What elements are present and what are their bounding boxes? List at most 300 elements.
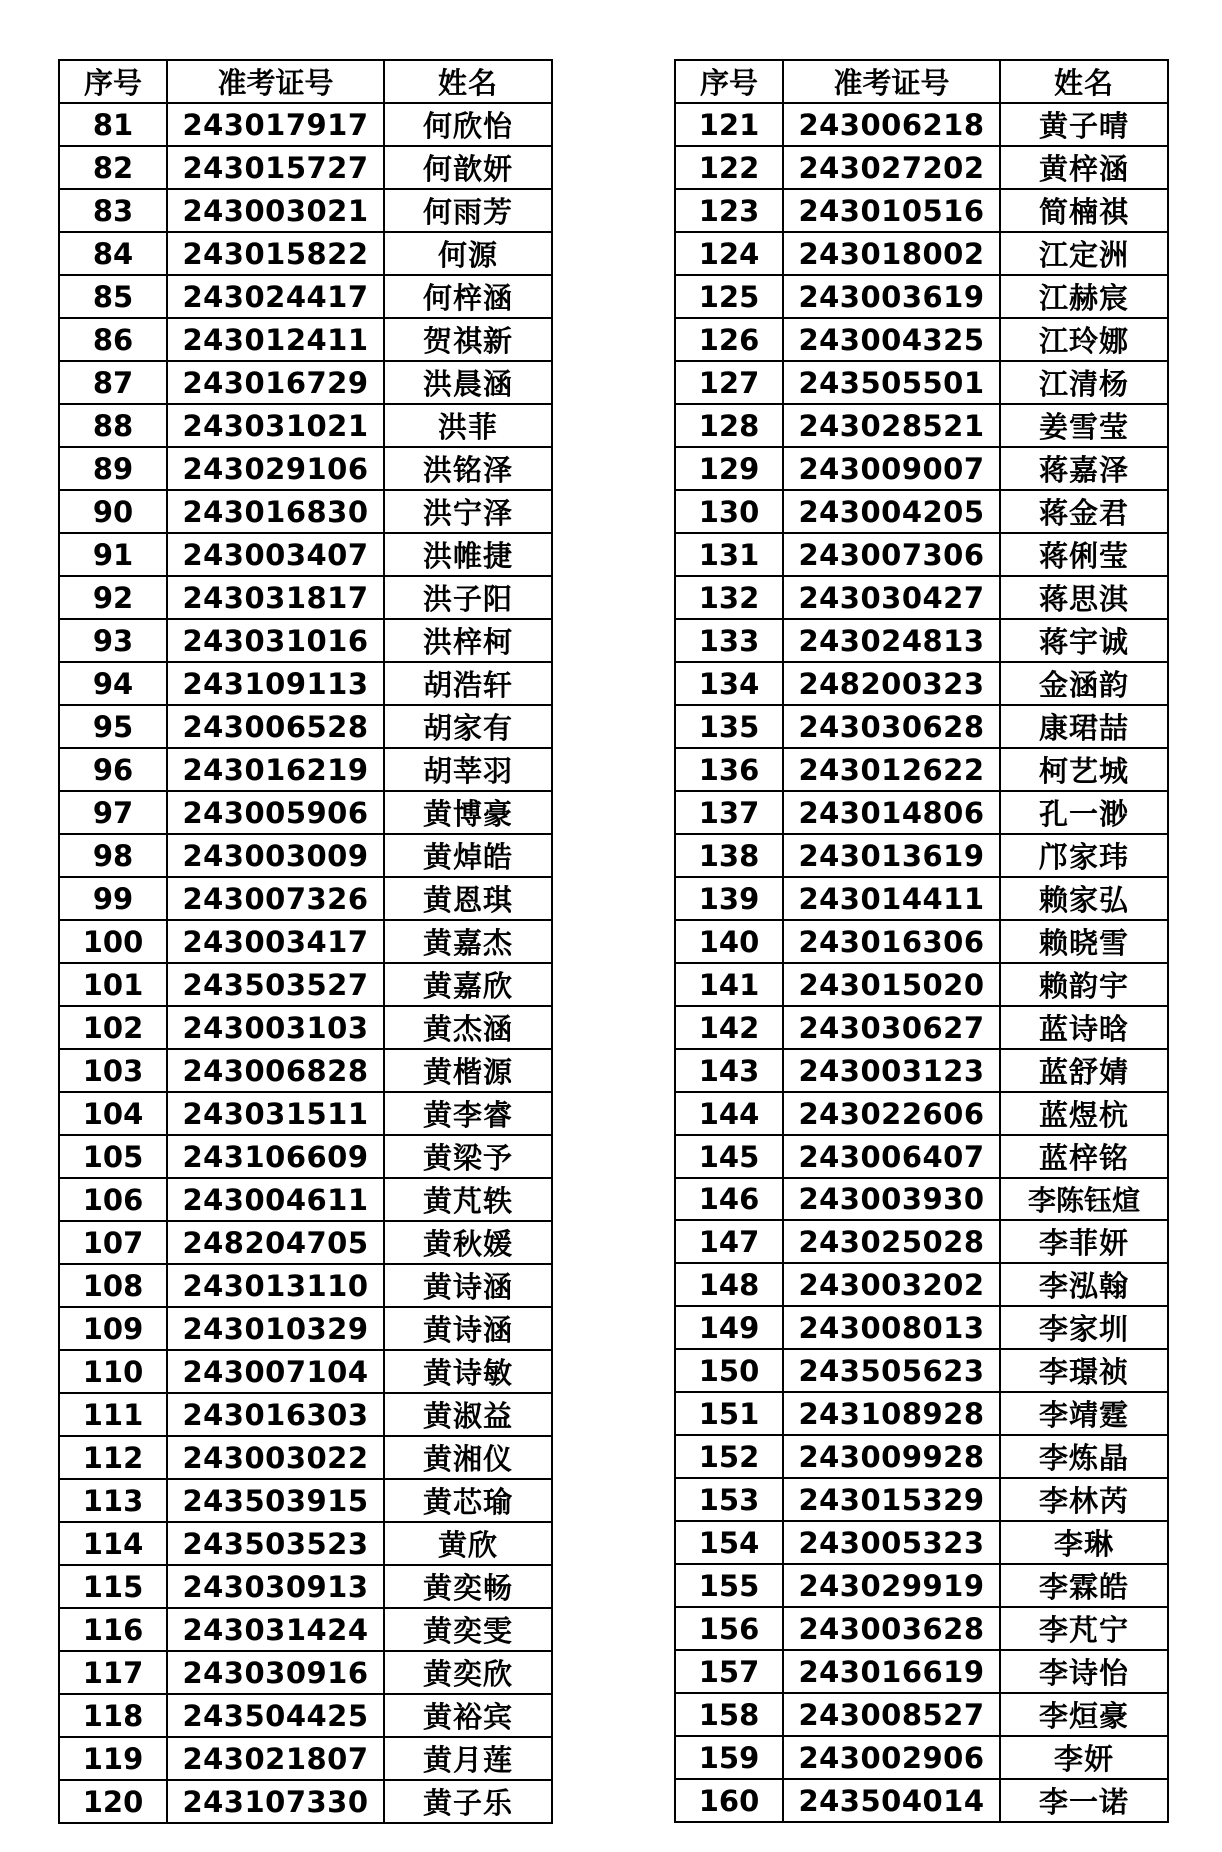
- cell-index: 83: [59, 189, 167, 232]
- cell-index: 82: [59, 146, 167, 189]
- cell-name: 李琳: [1000, 1521, 1168, 1564]
- cell-name: 何欣怡: [384, 103, 552, 146]
- header-row: [59, 60, 552, 103]
- cell-ticket: 243025028: [783, 1220, 1000, 1263]
- header-name: 姓名: [384, 60, 552, 103]
- table-row: [675, 877, 1168, 920]
- table-row: [59, 1092, 552, 1135]
- table-row: [675, 791, 1168, 834]
- cell-name: 姜雪莹: [1000, 404, 1168, 447]
- cell-index: 132: [675, 576, 783, 619]
- header-name: 姓名: [1000, 60, 1168, 103]
- cell-ticket: 243503527: [167, 963, 384, 1006]
- cell-name: 蒋俐莹: [1000, 533, 1168, 576]
- cell-index: 104: [59, 1092, 167, 1135]
- cell-ticket: 243003407: [167, 533, 384, 576]
- cell-index: 112: [59, 1436, 167, 1479]
- table-row: [675, 1220, 1168, 1263]
- cell-ticket: 243109113: [167, 662, 384, 705]
- cell-ticket: 243004611: [167, 1178, 384, 1221]
- cell-index: 91: [59, 533, 167, 576]
- cell-index: 84: [59, 232, 167, 275]
- cell-ticket: 243007326: [167, 877, 384, 920]
- cell-ticket: 243005323: [783, 1521, 1000, 1564]
- cell-ticket: 243030916: [167, 1651, 384, 1694]
- cell-ticket: 243009928: [783, 1435, 1000, 1478]
- cell-index: 81: [59, 103, 167, 146]
- cell-name: 黄焯皓: [384, 834, 552, 877]
- cell-ticket: 243006828: [167, 1049, 384, 1092]
- table-row: [675, 1650, 1168, 1693]
- cell-name: 洪菲: [384, 404, 552, 447]
- cell-index: 131: [675, 533, 783, 576]
- cell-name: 何雨芳: [384, 189, 552, 232]
- cell-ticket: 243021807: [167, 1737, 384, 1780]
- roster-table-right: [674, 59, 1169, 1823]
- table-row: [675, 146, 1168, 189]
- cell-index: 108: [59, 1264, 167, 1307]
- header-index: 序号: [59, 60, 167, 103]
- cell-ticket: 243009007: [783, 447, 1000, 490]
- cell-index: 92: [59, 576, 167, 619]
- table-row: [675, 447, 1168, 490]
- cell-name: 胡莘羽: [384, 748, 552, 791]
- cell-ticket: 243004205: [783, 490, 1000, 533]
- table-row: [59, 232, 552, 275]
- cell-ticket: 243505623: [783, 1349, 1000, 1392]
- cell-ticket: 243003123: [783, 1049, 1000, 1092]
- cell-name: 黄欣: [384, 1522, 552, 1565]
- table-row: [675, 1607, 1168, 1650]
- cell-ticket: 248200323: [783, 662, 1000, 705]
- cell-name: 李靖霆: [1000, 1392, 1168, 1435]
- cell-name: 李芃宁: [1000, 1607, 1168, 1650]
- cell-index: 153: [675, 1478, 783, 1521]
- table-row: [59, 1350, 552, 1393]
- cell-index: 107: [59, 1221, 167, 1264]
- cell-name: 江清杨: [1000, 361, 1168, 404]
- cell-ticket: 243029919: [783, 1564, 1000, 1607]
- table-row: [675, 662, 1168, 705]
- cell-ticket: 243030913: [167, 1565, 384, 1608]
- cell-ticket: 243003202: [783, 1263, 1000, 1306]
- header-ticket: 准考证号: [167, 60, 384, 103]
- cell-ticket: 243029106: [167, 447, 384, 490]
- cell-ticket: 243505501: [783, 361, 1000, 404]
- table-row: [59, 1565, 552, 1608]
- cell-ticket: 243007306: [783, 533, 1000, 576]
- cell-ticket: 243006528: [167, 705, 384, 748]
- cell-name: 黄子乐: [384, 1780, 552, 1823]
- cell-index: 135: [675, 705, 783, 748]
- cell-name: 黄诗涵: [384, 1264, 552, 1307]
- cell-name: 洪铭泽: [384, 447, 552, 490]
- cell-index: 160: [675, 1779, 783, 1822]
- table-row: [59, 275, 552, 318]
- cell-index: 152: [675, 1435, 783, 1478]
- cell-ticket: 243003021: [167, 189, 384, 232]
- cell-index: 139: [675, 877, 783, 920]
- header-ticket: 准考证号: [783, 60, 1000, 103]
- table-row: [675, 1564, 1168, 1607]
- table-row: [59, 361, 552, 404]
- cell-name: 蒋金君: [1000, 490, 1168, 533]
- header-index: 序号: [675, 60, 783, 103]
- cell-ticket: 243017917: [167, 103, 384, 146]
- table-row: [59, 1178, 552, 1221]
- cell-ticket: 243014411: [783, 877, 1000, 920]
- cell-ticket: 243031424: [167, 1608, 384, 1651]
- header-row: [675, 60, 1168, 103]
- cell-ticket: 243503523: [167, 1522, 384, 1565]
- table-row: [59, 576, 552, 619]
- table-row: [675, 275, 1168, 318]
- cell-name: 洪帷捷: [384, 533, 552, 576]
- cell-index: 155: [675, 1564, 783, 1607]
- cell-index: 127: [675, 361, 783, 404]
- cell-name: 黄杰涵: [384, 1006, 552, 1049]
- cell-name: 何源: [384, 232, 552, 275]
- cell-ticket: 243010329: [167, 1307, 384, 1350]
- cell-ticket: 243006407: [783, 1135, 1000, 1178]
- cell-index: 95: [59, 705, 167, 748]
- cell-ticket: 243028521: [783, 404, 1000, 447]
- cell-index: 89: [59, 447, 167, 490]
- table-row: [675, 1006, 1168, 1049]
- cell-index: 105: [59, 1135, 167, 1178]
- table-row: [59, 1264, 552, 1307]
- table-row: [59, 533, 552, 576]
- cell-index: 156: [675, 1607, 783, 1650]
- cell-name: 李烜豪: [1000, 1693, 1168, 1736]
- cell-ticket: 243012622: [783, 748, 1000, 791]
- cell-ticket: 243504014: [783, 1779, 1000, 1822]
- table-row: [675, 189, 1168, 232]
- cell-ticket: 243016830: [167, 490, 384, 533]
- cell-index: 93: [59, 619, 167, 662]
- cell-ticket: 243015020: [783, 963, 1000, 1006]
- cell-ticket: 243031511: [167, 1092, 384, 1135]
- cell-name: 蓝诗晗: [1000, 1006, 1168, 1049]
- cell-ticket: 243004325: [783, 318, 1000, 361]
- table-row: [675, 1306, 1168, 1349]
- cell-ticket: 243003103: [167, 1006, 384, 1049]
- table-row: [59, 834, 552, 877]
- table-row: [675, 533, 1168, 576]
- cell-index: 115: [59, 1565, 167, 1608]
- cell-name: 黄秋媛: [384, 1221, 552, 1264]
- table-row: [59, 189, 552, 232]
- table-row: [59, 1608, 552, 1651]
- table-row: [675, 1263, 1168, 1306]
- table-row: [59, 1651, 552, 1694]
- table-row: [59, 1436, 552, 1479]
- cell-ticket: 243015329: [783, 1478, 1000, 1521]
- cell-ticket: 243108928: [783, 1392, 1000, 1435]
- cell-index: 158: [675, 1693, 783, 1736]
- cell-ticket: 243107330: [167, 1780, 384, 1823]
- table-row: [59, 1522, 552, 1565]
- cell-name: 黄奕雯: [384, 1608, 552, 1651]
- cell-name: 李陈钰煊: [1000, 1178, 1168, 1220]
- cell-index: 138: [675, 834, 783, 877]
- table-row: [59, 1006, 552, 1049]
- cell-name: 黄博豪: [384, 791, 552, 834]
- cell-index: 96: [59, 748, 167, 791]
- cell-index: 122: [675, 146, 783, 189]
- cell-name: 黄李睿: [384, 1092, 552, 1135]
- cell-ticket: 243003009: [167, 834, 384, 877]
- cell-index: 120: [59, 1780, 167, 1823]
- table-row: [59, 318, 552, 361]
- cell-index: 114: [59, 1522, 167, 1565]
- cell-name: 黄裕宾: [384, 1694, 552, 1737]
- table-row: [675, 1779, 1168, 1822]
- table-row: [675, 1521, 1168, 1564]
- table-row: [675, 963, 1168, 1006]
- cell-ticket: 243031817: [167, 576, 384, 619]
- cell-name: 蒋宇诚: [1000, 619, 1168, 662]
- cell-ticket: 243031021: [167, 404, 384, 447]
- table-row: [675, 103, 1168, 146]
- cell-index: 159: [675, 1736, 783, 1779]
- cell-ticket: 243504425: [167, 1694, 384, 1737]
- table-row: [675, 404, 1168, 447]
- table-row: [675, 361, 1168, 404]
- table-row: [59, 1135, 552, 1178]
- cell-index: 143: [675, 1049, 783, 1092]
- cell-index: 134: [675, 662, 783, 705]
- cell-name: 邝家玮: [1000, 834, 1168, 877]
- cell-name: 黄湘仪: [384, 1436, 552, 1479]
- table-row: [675, 576, 1168, 619]
- table-row: [675, 1349, 1168, 1392]
- cell-index: 126: [675, 318, 783, 361]
- table-row: [59, 877, 552, 920]
- cell-name: 康珺喆: [1000, 705, 1168, 748]
- cell-ticket: 243016306: [783, 920, 1000, 963]
- cell-index: 124: [675, 232, 783, 275]
- cell-ticket: 243024813: [783, 619, 1000, 662]
- cell-name: 黄芃轶: [384, 1178, 552, 1221]
- cell-ticket: 243027202: [783, 146, 1000, 189]
- table-row: [59, 447, 552, 490]
- table-row: [675, 748, 1168, 791]
- cell-index: 147: [675, 1220, 783, 1263]
- cell-ticket: 243006218: [783, 103, 1000, 146]
- cell-name: 赖晓雪: [1000, 920, 1168, 963]
- table-row: [59, 1049, 552, 1092]
- cell-index: 103: [59, 1049, 167, 1092]
- cell-name: 贺祺新: [384, 318, 552, 361]
- cell-ticket: 243010516: [783, 189, 1000, 232]
- table-row: [675, 490, 1168, 533]
- cell-index: 97: [59, 791, 167, 834]
- cell-index: 101: [59, 963, 167, 1006]
- cell-ticket: 243016219: [167, 748, 384, 791]
- cell-name: 黄诗敏: [384, 1350, 552, 1393]
- cell-name: 李菲妍: [1000, 1220, 1168, 1263]
- cell-name: 胡浩轩: [384, 662, 552, 705]
- cell-index: 136: [675, 748, 783, 791]
- cell-ticket: 243030628: [783, 705, 1000, 748]
- table-row: [675, 1736, 1168, 1779]
- table-row: [59, 748, 552, 791]
- table-row: [59, 920, 552, 963]
- cell-index: 145: [675, 1135, 783, 1178]
- table-row: [675, 1049, 1168, 1092]
- cell-index: 128: [675, 404, 783, 447]
- cell-name: 江定洲: [1000, 232, 1168, 275]
- cell-index: 148: [675, 1263, 783, 1306]
- cell-name: 李诗怡: [1000, 1650, 1168, 1693]
- table-row: [59, 1221, 552, 1264]
- cell-index: 157: [675, 1650, 783, 1693]
- cell-index: 125: [675, 275, 783, 318]
- table-row: [59, 404, 552, 447]
- cell-ticket: 243015822: [167, 232, 384, 275]
- cell-name: 李璟祯: [1000, 1349, 1168, 1392]
- cell-name: 李炼晶: [1000, 1435, 1168, 1478]
- cell-ticket: 243503915: [167, 1479, 384, 1522]
- cell-index: 154: [675, 1521, 783, 1564]
- table-row: [59, 490, 552, 533]
- cell-index: 90: [59, 490, 167, 533]
- cell-name: 赖家弘: [1000, 877, 1168, 920]
- cell-name: 黄恩琪: [384, 877, 552, 920]
- cell-name: 蓝煜杭: [1000, 1092, 1168, 1135]
- cell-ticket: 243007104: [167, 1350, 384, 1393]
- table-row: [59, 1694, 552, 1737]
- cell-ticket: 243003022: [167, 1436, 384, 1479]
- cell-index: 142: [675, 1006, 783, 1049]
- cell-index: 151: [675, 1392, 783, 1435]
- cell-name: 蒋思淇: [1000, 576, 1168, 619]
- cell-ticket: 243030427: [783, 576, 1000, 619]
- cell-ticket: 243016303: [167, 1393, 384, 1436]
- cell-index: 129: [675, 447, 783, 490]
- table-row: [59, 705, 552, 748]
- table-row: [59, 791, 552, 834]
- table-row: [675, 834, 1168, 877]
- cell-ticket: 243024417: [167, 275, 384, 318]
- cell-name: 黄奕畅: [384, 1565, 552, 1608]
- table-row: [59, 1393, 552, 1436]
- cell-index: 119: [59, 1737, 167, 1780]
- cell-index: 117: [59, 1651, 167, 1694]
- cell-index: 98: [59, 834, 167, 877]
- cell-name: 洪宁泽: [384, 490, 552, 533]
- cell-index: 121: [675, 103, 783, 146]
- cell-index: 88: [59, 404, 167, 447]
- cell-name: 江赫宸: [1000, 275, 1168, 318]
- table-row: [59, 619, 552, 662]
- table-row: [59, 662, 552, 705]
- cell-name: 黄嘉杰: [384, 920, 552, 963]
- cell-name: 黄楷源: [384, 1049, 552, 1092]
- cell-ticket: 243016729: [167, 361, 384, 404]
- cell-index: 150: [675, 1349, 783, 1392]
- table-row: [59, 146, 552, 189]
- cell-name: 赖韵宇: [1000, 963, 1168, 1006]
- cell-name: 李家圳: [1000, 1306, 1168, 1349]
- cell-name: 孔一渺: [1000, 791, 1168, 834]
- cell-index: 100: [59, 920, 167, 963]
- cell-index: 116: [59, 1608, 167, 1651]
- cell-ticket: 243003930: [783, 1178, 1000, 1220]
- cell-ticket: 243013619: [783, 834, 1000, 877]
- cell-name: 何歆妍: [384, 146, 552, 189]
- table-row: [675, 318, 1168, 361]
- cell-name: 黄芯瑜: [384, 1479, 552, 1522]
- cell-name: 黄月莲: [384, 1737, 552, 1780]
- cell-ticket: 243018002: [783, 232, 1000, 275]
- cell-ticket: 243022606: [783, 1092, 1000, 1135]
- cell-name: 黄淑益: [384, 1393, 552, 1436]
- table-row: [675, 920, 1168, 963]
- cell-index: 111: [59, 1393, 167, 1436]
- cell-index: 146: [675, 1178, 783, 1220]
- cell-ticket: 243013110: [167, 1264, 384, 1307]
- table-row: [675, 1392, 1168, 1435]
- cell-index: 130: [675, 490, 783, 533]
- cell-index: 113: [59, 1479, 167, 1522]
- table-row: [59, 1479, 552, 1522]
- table-row: [675, 1135, 1168, 1178]
- cell-name: 黄梓涵: [1000, 146, 1168, 189]
- cell-name: 洪子阳: [384, 576, 552, 619]
- cell-name: 胡家有: [384, 705, 552, 748]
- cell-name: 何梓涵: [384, 275, 552, 318]
- cell-ticket: 243106609: [167, 1135, 384, 1178]
- cell-name: 柯艺城: [1000, 748, 1168, 791]
- cell-ticket: 243003619: [783, 275, 1000, 318]
- cell-name: 黄梁予: [384, 1135, 552, 1178]
- cell-index: 144: [675, 1092, 783, 1135]
- cell-index: 86: [59, 318, 167, 361]
- cell-ticket: 243002906: [783, 1736, 1000, 1779]
- roster-table-left: [58, 59, 553, 1824]
- cell-ticket: 243014806: [783, 791, 1000, 834]
- table-row: [59, 1307, 552, 1350]
- table-row: [675, 1092, 1168, 1135]
- cell-ticket: 243005906: [167, 791, 384, 834]
- cell-ticket: 243031016: [167, 619, 384, 662]
- cell-name: 李霖皓: [1000, 1564, 1168, 1607]
- cell-index: 123: [675, 189, 783, 232]
- cell-index: 85: [59, 275, 167, 318]
- cell-name: 洪晨涵: [384, 361, 552, 404]
- cell-name: 李林芮: [1000, 1478, 1168, 1521]
- cell-ticket: 243015727: [167, 146, 384, 189]
- table-row: [675, 1435, 1168, 1478]
- cell-ticket: 243008527: [783, 1693, 1000, 1736]
- cell-name: 蒋嘉泽: [1000, 447, 1168, 490]
- cell-ticket: 248204705: [167, 1221, 384, 1264]
- cell-name: 李一诺: [1000, 1779, 1168, 1822]
- cell-name: 简楠祺: [1000, 189, 1168, 232]
- cell-index: 133: [675, 619, 783, 662]
- cell-name: 洪梓柯: [384, 619, 552, 662]
- cell-name: 金涵韵: [1000, 662, 1168, 705]
- cell-index: 94: [59, 662, 167, 705]
- cell-ticket: 243008013: [783, 1306, 1000, 1349]
- cell-ticket: 243016619: [783, 1650, 1000, 1693]
- cell-ticket: 243003417: [167, 920, 384, 963]
- table-row: [59, 963, 552, 1006]
- cell-ticket: 243012411: [167, 318, 384, 361]
- cell-index: 118: [59, 1694, 167, 1737]
